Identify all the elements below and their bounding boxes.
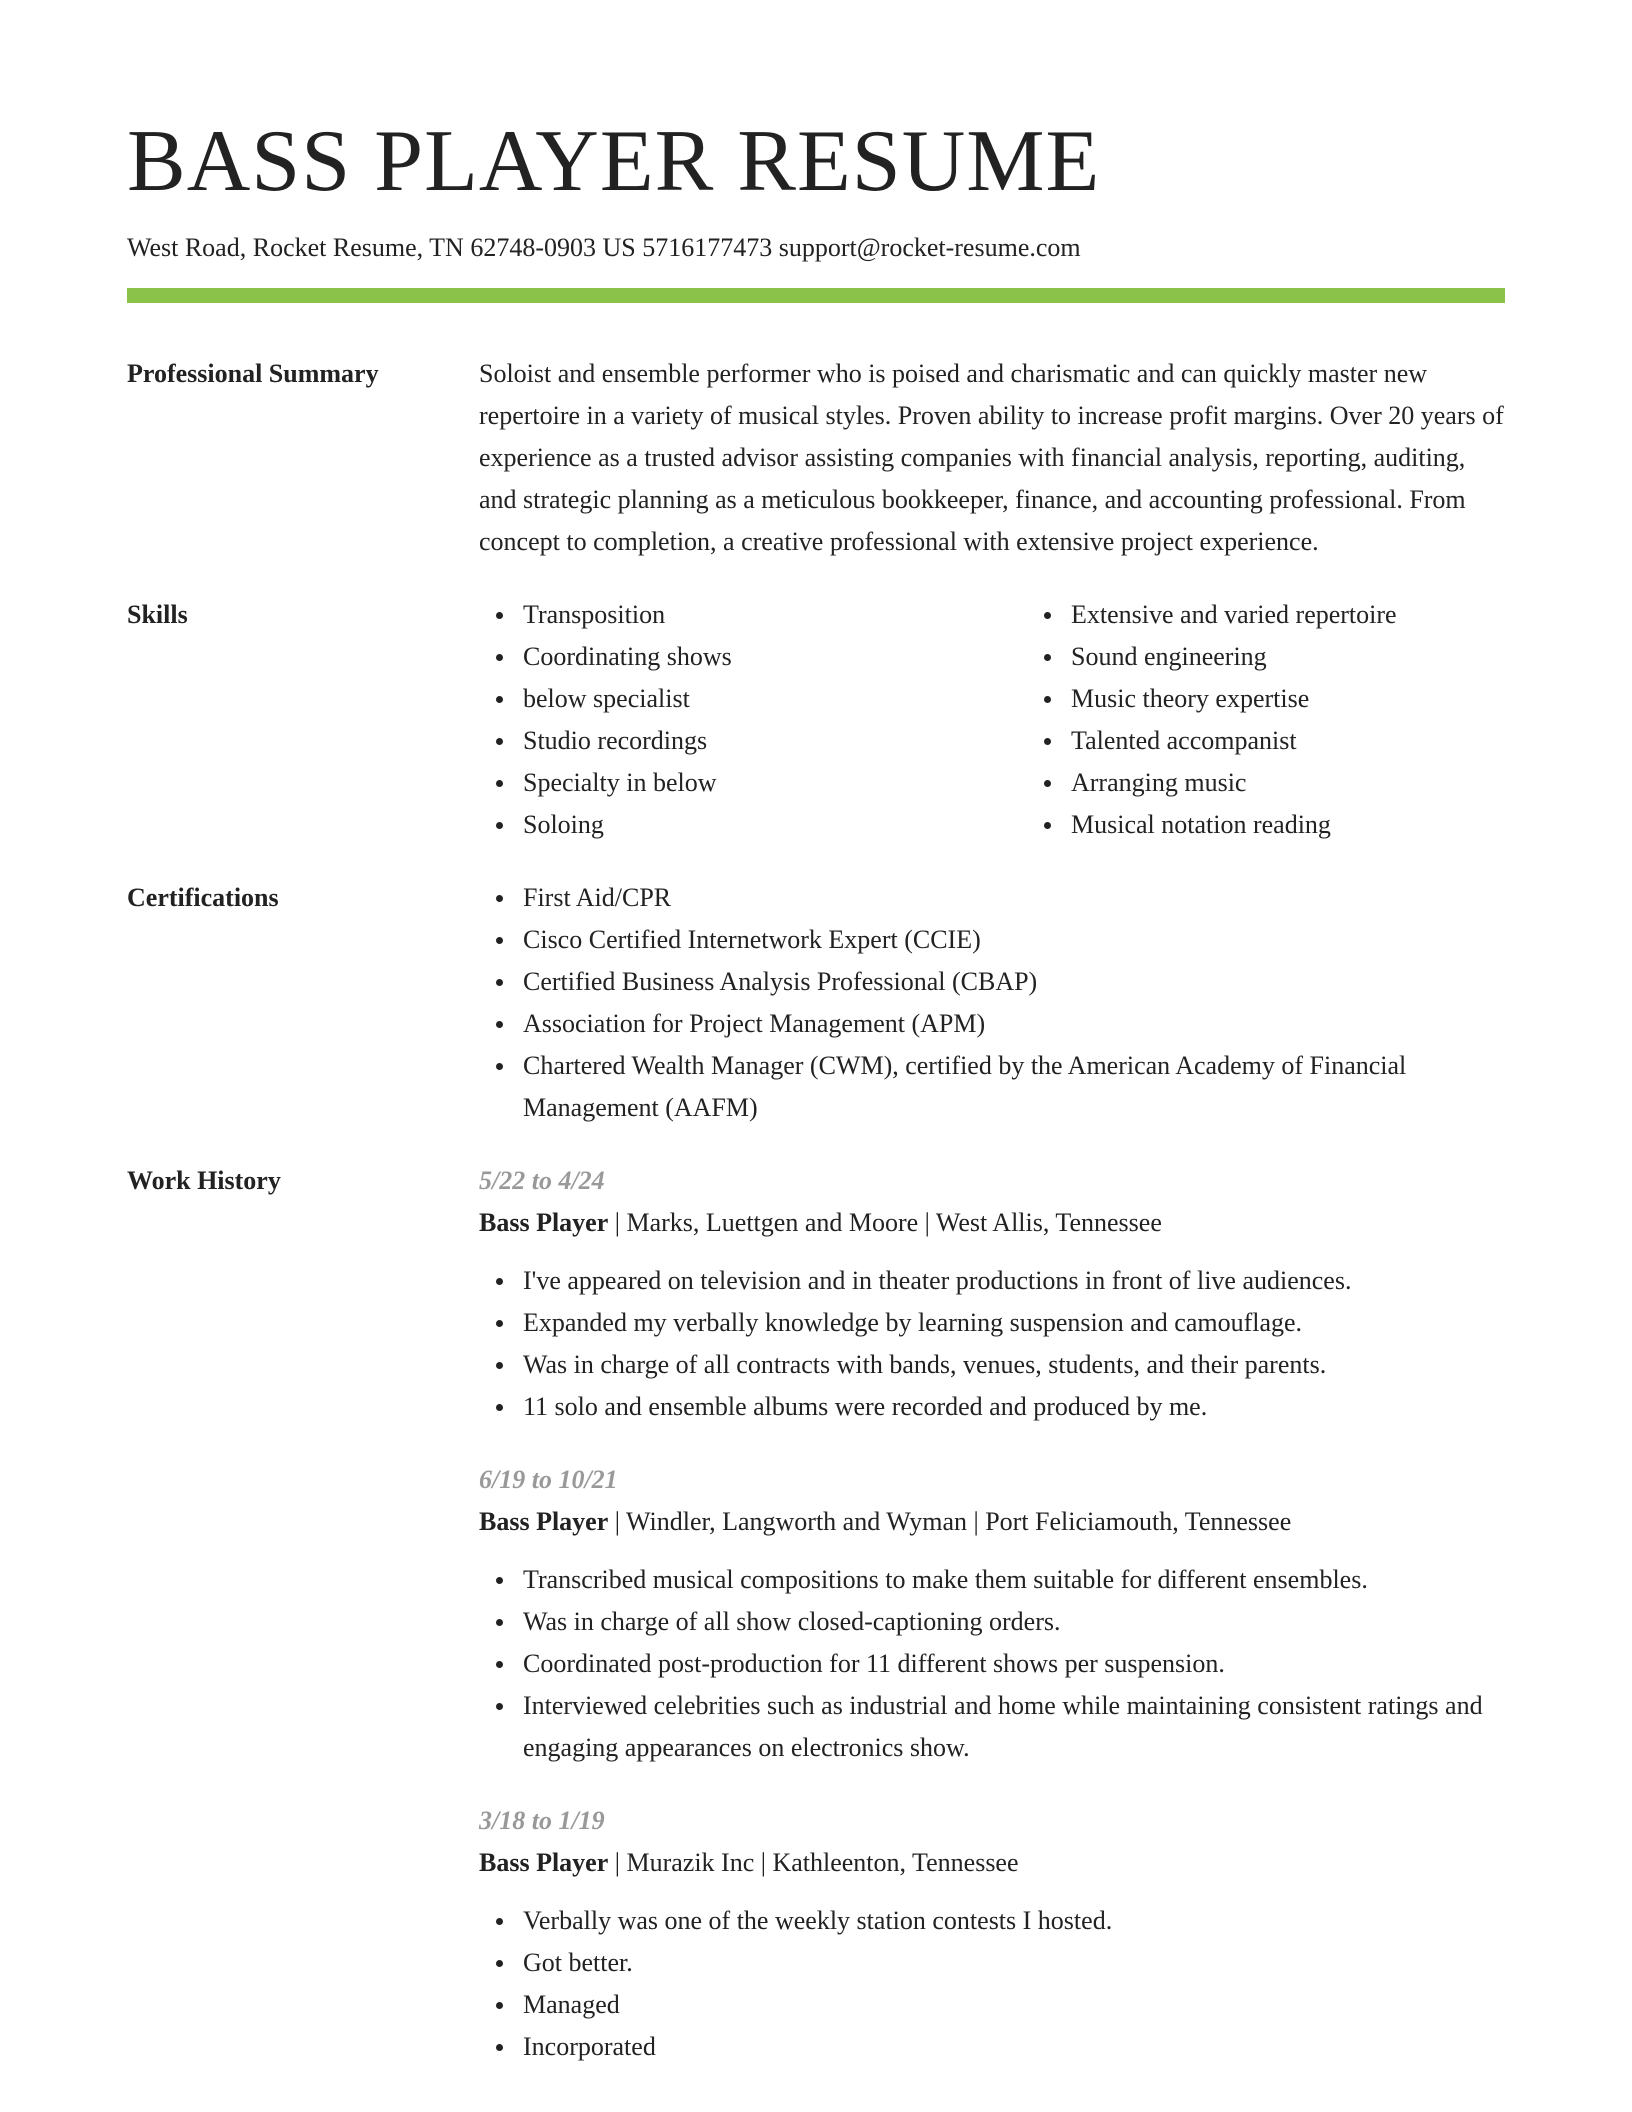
certifications-list [479, 877, 1505, 1129]
job-bullet: Expanded my verbally knowledge by learning suspension and camouflage. [523, 1302, 1505, 1344]
job-details: | Windler, Langworth and Wyman | Port Feliciamouth, Tennessee [608, 1507, 1292, 1537]
job-bullet: I've appeared on television and in theater productions in front of live audiences. [523, 1260, 1505, 1302]
skills-section [127, 594, 1505, 846]
skill-item: Coordinating shows [523, 636, 1027, 678]
job-details: | Murazik Inc | Kathleenton, Tennessee [608, 1848, 1019, 1878]
skills-label: Skills [127, 600, 188, 630]
resume-title: BASS PLAYER RESUME [127, 113, 1101, 210]
skill-item: Sound engineering [1071, 636, 1575, 678]
accent-divider [127, 288, 1505, 303]
certification-item: Certified Business Analysis Professional (CBAP) [523, 961, 1505, 1003]
job-bullet: Verbally was one of the weekly station contests I hosted. [523, 1900, 1505, 1942]
skill-item: Music theory expertise [1071, 678, 1575, 720]
skill-item: Musical notation reading [1071, 804, 1575, 846]
job-bullet: Was in charge of all contracts with bands, venues, students, and their parents. [523, 1344, 1505, 1386]
job-bullet: Incorporated [523, 2026, 1505, 2068]
job-details: | Marks, Luettgen and Moore | West Allis, Tennessee [608, 1208, 1162, 1238]
skill-item: Studio recordings [523, 720, 1027, 762]
job-dates: 3/18 to 1/19 [479, 1806, 605, 1836]
skill-item: below specialist [523, 678, 1027, 720]
job-title: Bass Player [479, 1208, 609, 1238]
summary-text: Soloist and ensemble performer who is poised and charismatic and can quickly master new repertoire in a variety of musical styles. Proven ability to increase profit margins. Over 20 years of experience as a trusted advisor assisting companies with financial analysis, reporting, auditing, and strategic planning as a meticulous bookkeeper, finance, and accounting professional. From concept to completion, a creative professional with extensive project experience. [479, 359, 1504, 557]
job-dates: 6/19 to 10/21 [479, 1465, 618, 1495]
job-heading [479, 1842, 1505, 1884]
job-entry [479, 1459, 1505, 1769]
certification-item: Association for Project Management (APM) [523, 1003, 1505, 1045]
job-bullet: Managed [523, 1984, 1505, 2026]
certification-item: Chartered Wealth Manager (CWM), certified by the American Academy of Financial Management (AAFM) [523, 1045, 1505, 1129]
job-bullet: Transcribed musical compositions to make them suitable for different ensembles. [523, 1559, 1505, 1601]
skill-item: Extensive and varied repertoire [1071, 594, 1575, 636]
skill-item: Transposition [523, 594, 1027, 636]
certifications-label: Certifications [127, 883, 279, 913]
job-bullet: Coordinated post-production for 11 different shows per suspension. [523, 1643, 1505, 1685]
job-bullet: Got better. [523, 1942, 1505, 1984]
skill-item: Talented accompanist [1071, 720, 1575, 762]
job-bullet: Was in charge of all show closed-captioning orders. [523, 1601, 1505, 1643]
certifications-body [479, 877, 1505, 1129]
skill-item: Arranging music [1071, 762, 1575, 804]
work-history-section [127, 1160, 1505, 2068]
work-history-label: Work History [127, 1166, 281, 1196]
job-heading [479, 1501, 1505, 1543]
certifications-section [127, 877, 1505, 1129]
job-entry [479, 1800, 1505, 2068]
job-bullet: 11 solo and ensemble albums were recorded and produced by me. [523, 1386, 1505, 1428]
job-bullet: Interviewed celebrities such as industrial and home while maintaining consistent ratings and engaging appearances on electronics show. [523, 1685, 1505, 1769]
job-entry [479, 1160, 1505, 1428]
skills-list-left [479, 594, 1027, 846]
certification-item: Cisco Certified Internetwork Expert (CCIE) [523, 919, 1505, 961]
summary-label: Professional Summary [127, 359, 379, 389]
job-bullets [479, 1260, 1505, 1428]
job-title: Bass Player [479, 1507, 609, 1537]
certification-item: First Aid/CPR [523, 877, 1505, 919]
work-history-body [479, 1160, 1505, 2068]
job-bullets [479, 1900, 1505, 2068]
job-bullets [479, 1559, 1505, 1769]
contact-line: West Road, Rocket Resume, TN 62748-0903 US 5716177473 support@rocket-resume.com [127, 233, 1081, 262]
skill-item: Soloing [523, 804, 1027, 846]
skill-item: Specialty in below [523, 762, 1027, 804]
job-title: Bass Player [479, 1848, 609, 1878]
skills-list-right [1027, 594, 1575, 846]
job-heading [479, 1202, 1505, 1244]
skills-columns [479, 594, 1575, 846]
summary-section [127, 353, 1505, 563]
job-dates: 5/22 to 4/24 [479, 1166, 605, 1196]
